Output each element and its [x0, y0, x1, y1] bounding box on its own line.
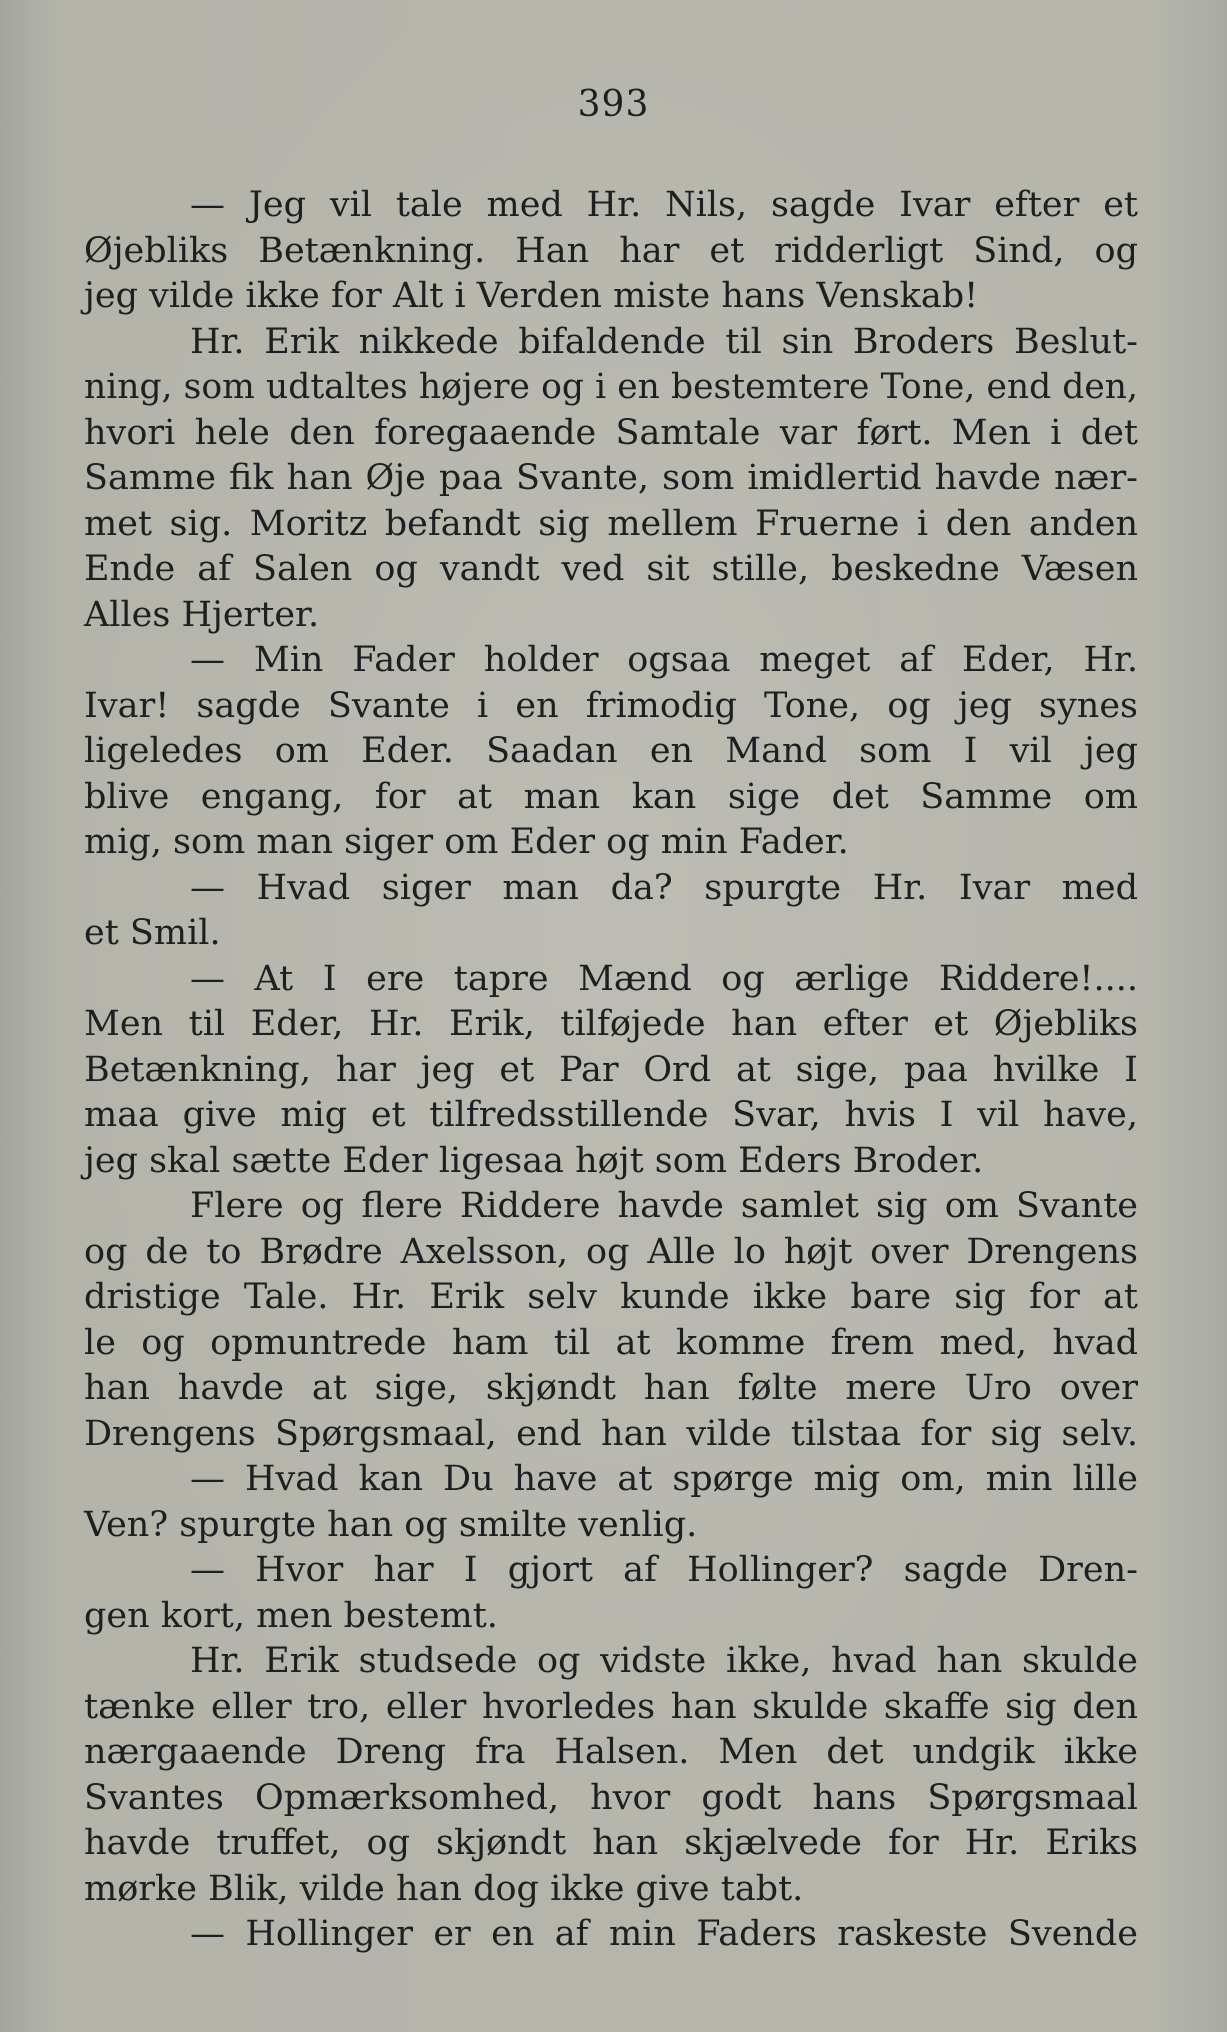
text-line: — At I ere tapre Mænd og ærlige Riddere!.... — [190, 958, 1138, 999]
text-line: — Jeg vil tale med Hr. Nils, sagde Ivar efter et — [190, 185, 1138, 225]
text-line: Hr. Erik studsede og vidste ikke, hvad han skulde — [190, 1641, 1138, 1681]
text-line: Hr. Erik nikkede bifaldende til sin Broders Beslut- — [190, 321, 1138, 362]
text-line: maa give mig et tilfredsstillende Svar, hvis I vil have, — [84, 1095, 1138, 1135]
text-line: havde truffet, og skjøndt han skjælvede for Hr. Eriks — [84, 1823, 1138, 1863]
text-line: ligeledes om Eder. Saadan en Mand som I vil jeg — [84, 731, 1138, 771]
text-line: nærgaaende Dreng fra Halsen. Men det undgik ikke — [84, 1732, 1138, 1772]
text-line: mig, som man siger om Eder og min Fader. — [84, 822, 849, 862]
text-line: Flere og flere Riddere havde samlet sig om Svante — [190, 1186, 1138, 1226]
text-line: ning, som udtaltes højere og i en bestemtere Tone, end den, — [84, 367, 1138, 407]
text-line: tænke eller tro, eller hvorledes han skulde skaffe sig den — [84, 1686, 1138, 1727]
text-line: mørke Blik, vilde han dog ikke give tabt. — [84, 1868, 804, 1909]
text-line: Ende af Salen og vandt ved sit stille, beskedne Væsen — [84, 549, 1138, 589]
text-line: hvori hele den foregaaende Samtale var ført. Men i det — [84, 412, 1138, 453]
text-line: Betænkning, har jeg et Par Ord at sige, paa hvilke I — [84, 1049, 1138, 1090]
text-line: Ivar! sagde Svante i en frimodig Tone, og jeg synes — [84, 685, 1138, 726]
text-line: Men til Eder, Hr. Erik, tilføjede han efter et Øjebliks — [84, 1004, 1138, 1044]
text-line: — Hollinger er en af min Faders raskeste Svende — [190, 1914, 1138, 1954]
text-line: dristige Tale. Hr. Erik selv kunde ikke bare sig for at — [84, 1277, 1138, 1317]
body-text — [84, 183, 1138, 1958]
text-line: Svantes Opmærksomhed, hvor godt hans Spørgsmaal — [84, 1777, 1138, 1818]
text-line: blive engang, for at man kan sige det Samme om — [84, 776, 1138, 817]
text-line: — Hvad kan Du have at spørge mig om, min lille — [190, 1459, 1138, 1499]
text-line: met sig. Moritz befandt sig mellem Fruerne i den anden — [84, 503, 1138, 544]
text-line: jeg vilde ikke for Alt i Verden miste hans Venskab! — [84, 276, 979, 316]
page-number: 393 — [577, 84, 650, 125]
text-line: og de to Brødre Axelsson, og Alle lo højt over Drengens — [84, 1231, 1138, 1272]
text-line: Alles Hjerter. — [84, 594, 320, 635]
text-line: le og opmuntrede ham til at komme frem med, hvad — [84, 1322, 1138, 1363]
text-line: Ven? spurgte han og smilte venlig. — [84, 1504, 698, 1545]
text-line: — Hvad siger man da? spurgte Hr. Ivar med — [190, 867, 1138, 908]
text-line: Drengens Spørgsmaal, end han vilde tilstaa for sig selv. — [84, 1413, 1138, 1454]
text-line: Øjebliks Betænkning. Han har et ridderligt Sind, og — [84, 230, 1138, 271]
text-line: jeg skal sætte Eder ligesaa højt som Eders Broder. — [84, 1140, 984, 1181]
text-line: — Hvor har I gjort af Hollinger? sagde Dren- — [190, 1550, 1138, 1590]
text-line: et Smil. — [84, 913, 221, 953]
text-line: Samme fik han Øje paa Svante, som imidlertid havde nær- — [84, 458, 1138, 498]
text-line: gen kort, men bestemt. — [84, 1595, 498, 1636]
text-line: — Min Fader holder ogsaa meget af Eder, Hr. — [190, 640, 1138, 680]
text-line: han havde at sige, skjøndt han følte mere Uro over — [84, 1368, 1138, 1408]
